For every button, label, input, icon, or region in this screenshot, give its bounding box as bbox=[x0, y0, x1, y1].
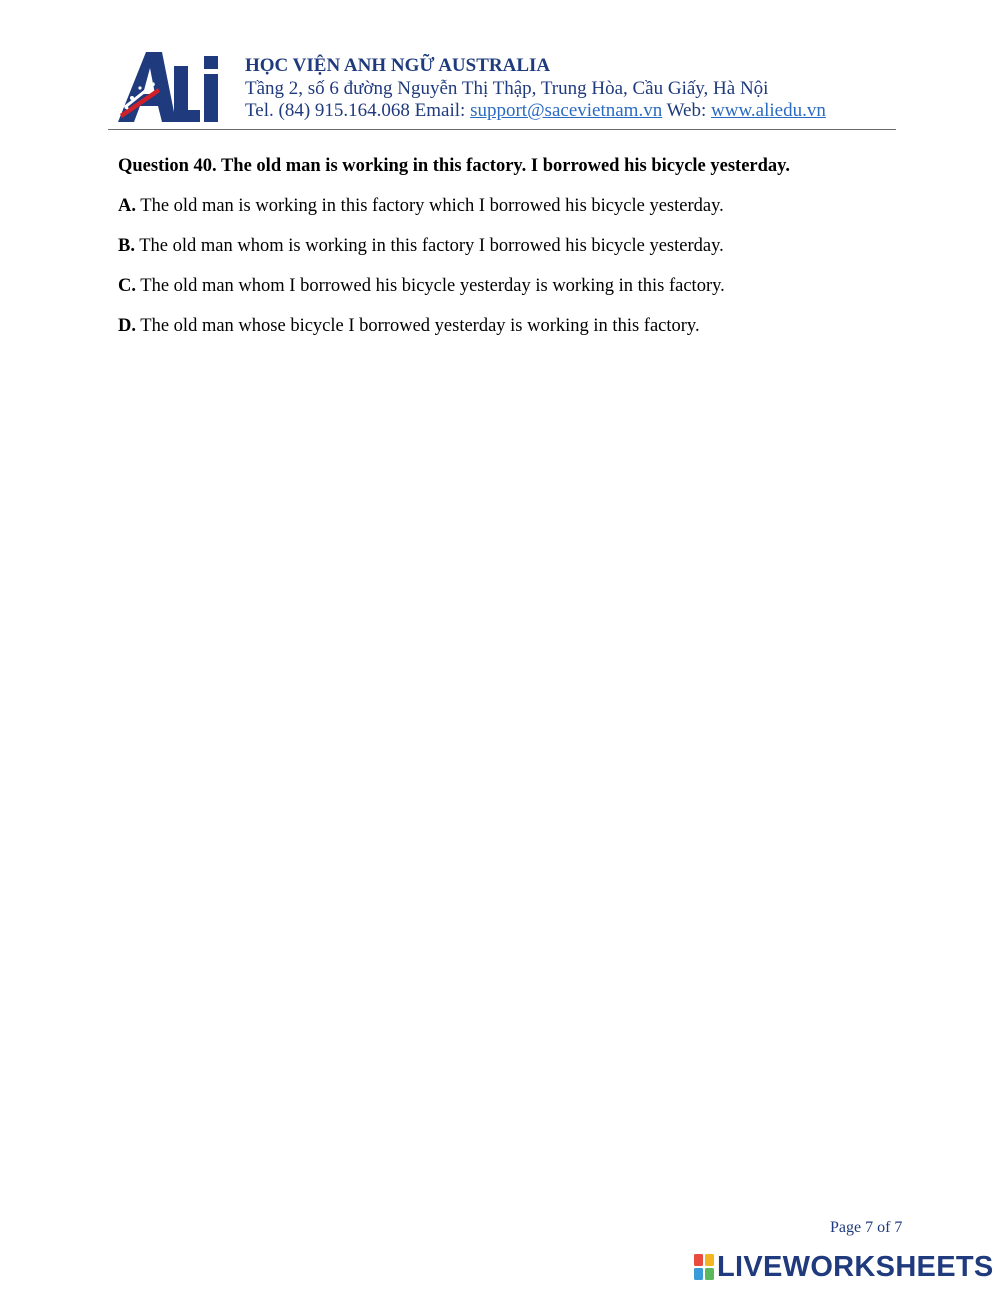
option-a-letter: A. bbox=[118, 196, 136, 216]
liveworksheets-wordmark: LIVEWORKSHEETS bbox=[717, 1251, 994, 1283]
option-b bbox=[118, 236, 724, 257]
liveworksheets-brand[interactable] bbox=[694, 1252, 994, 1282]
option-d-text: The old man whose bicycle I borrowed yesterday is working in this factory. bbox=[136, 316, 700, 336]
web-link[interactable]: www.aliedu.vn bbox=[711, 100, 826, 121]
institute-address: Tầng 2, số 6 đường Nguyễn Thị Thập, Trung Hòa, Cầu Giấy, Hà Nội bbox=[245, 77, 769, 99]
logo-letter-a bbox=[118, 52, 176, 122]
option-b-text: The old man whom is working in this factory I borrowed his bicycle yesterday. bbox=[134, 236, 724, 256]
option-a-text: The old man is working in this factory which I borrowed his bicycle yesterday. bbox=[136, 196, 724, 216]
question-title: Question 40. The old man is working in this factory. I borrowed his bicycle yesterday. bbox=[118, 156, 791, 176]
option-b-letter: B. bbox=[118, 236, 135, 256]
option-c bbox=[118, 276, 725, 297]
header-contact-block bbox=[245, 55, 826, 123]
option-d bbox=[118, 316, 700, 337]
liveworksheets-icon bbox=[694, 1254, 714, 1280]
option-c-text: The old man whom I borrowed his bicycle yesterday is working in this factory. bbox=[136, 276, 725, 296]
page-number: Page 7 of 7 bbox=[830, 1219, 903, 1236]
ali-logo bbox=[118, 48, 220, 124]
tel-email-label: Tel. (84) 915.164.068 Email: bbox=[245, 100, 471, 121]
option-a bbox=[118, 196, 724, 217]
logo-letter-i bbox=[204, 56, 218, 122]
header-divider bbox=[108, 129, 896, 130]
option-c-letter: C. bbox=[118, 276, 136, 296]
email-link[interactable]: support@sacevietnam.vn bbox=[470, 100, 663, 121]
option-d-letter: D. bbox=[118, 316, 136, 336]
logo-letter-l bbox=[174, 66, 200, 122]
web-label: Web: bbox=[662, 100, 711, 121]
contact-line bbox=[245, 100, 826, 123]
institute-title: HỌC VIỆN ANH NGỮ AUSTRALIA bbox=[245, 55, 551, 76]
